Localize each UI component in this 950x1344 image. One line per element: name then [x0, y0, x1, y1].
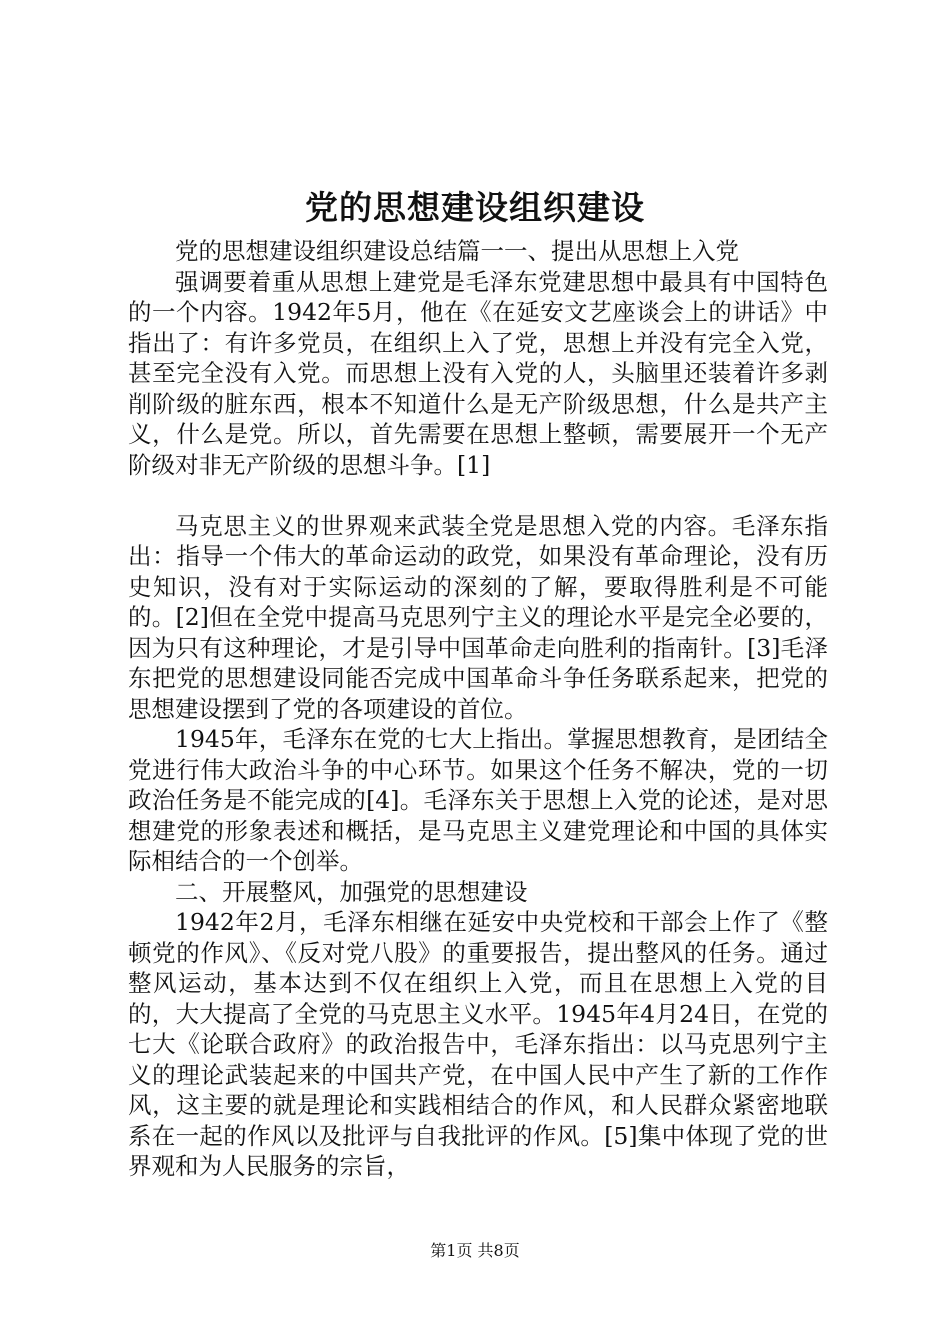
page-number-footer: 第1页 共8页	[430, 1241, 520, 1260]
document-title: 党的思想建设组织建设	[305, 188, 645, 227]
document-body	[128, 236, 828, 1182]
paragraph-intro: 党的思想建设组织建设总结篇一一、提出从思想上入党	[175, 237, 739, 265]
paragraph-ideological-party-building: 强调要着重从思想上建党是毛泽东党建思想中最具有中国特色的一个内容。1942年5月，他在《在延安文艺座谈会上的讲话》中指出了：有许多党员，在组织上入了党，思想上并没有完全入党，甚至完全没有入党。而思想上没有入党的人，头脑里还装着许多剥削阶级的脏东西，根本不知道什么是无产阶级思想，什么是共产主义，什么是党。所以，首先需要在思想上整顿，需要展开一个无产阶级对非无产阶级的思想斗争。[1]	[128, 267, 828, 479]
paragraph-spacer	[128, 480, 828, 511]
paragraph-marxist-worldview: 马克思主义的世界观来武装全党是思想入党的内容。毛泽东指出：指导一个伟大的革命运动的政党，如果没有革命理论，没有历史知识，没有对于实际运动的深刻的了解，要取得胜利是不可能的。[2]但在全党中提高马克思列宁主义的理论水平是完全必要的，因为只有这种理论，才是引导中国革命走向胜利的指南针。[3]毛泽东把党的思想建设同能否完成中国革命斗争任务联系起来，把党的思想建设摆到了党的各项建设的首位。	[128, 511, 828, 723]
paragraph-rectification-movement: 1942年2月，毛泽东相继在延安中央党校和干部会上作了《整顿党的作风》、《反对党八股》的重要报告，提出整风的任务。通过整风运动，基本达到不仅在组织上入党，而且在思想上入党的目的，大大提高了全党的马克思主义水平。1945年4月24日，在党的七大《论联合政府》的政治报告中，毛泽东指出：以马克思列宁主义的理论武装起来的中国共产党，在中国人民中产生了新的工作作风，这主要的就是理论和实践相结合的作风，和人民群众紧密地联系在一起的作风以及批评与自我批评的作风。[5]集中体现了党的世界观和为人民服务的宗旨，	[128, 908, 828, 1180]
paragraph-seventh-congress: 1945年，毛泽东在党的七大上指出。掌握思想教育，是团结全党进行伟大政治斗争的中心环节。如果这个任务不解决，党的一切政治任务是不能完成的[4]。毛泽东关于思想上入党的论述，是对思想建党的形象表述和概括，是马克思主义建党理论和中国的具体实际相结合的一个创举。	[128, 725, 828, 875]
section-heading-rectification: 二、开展整风，加强党的思想建设	[175, 877, 528, 906]
